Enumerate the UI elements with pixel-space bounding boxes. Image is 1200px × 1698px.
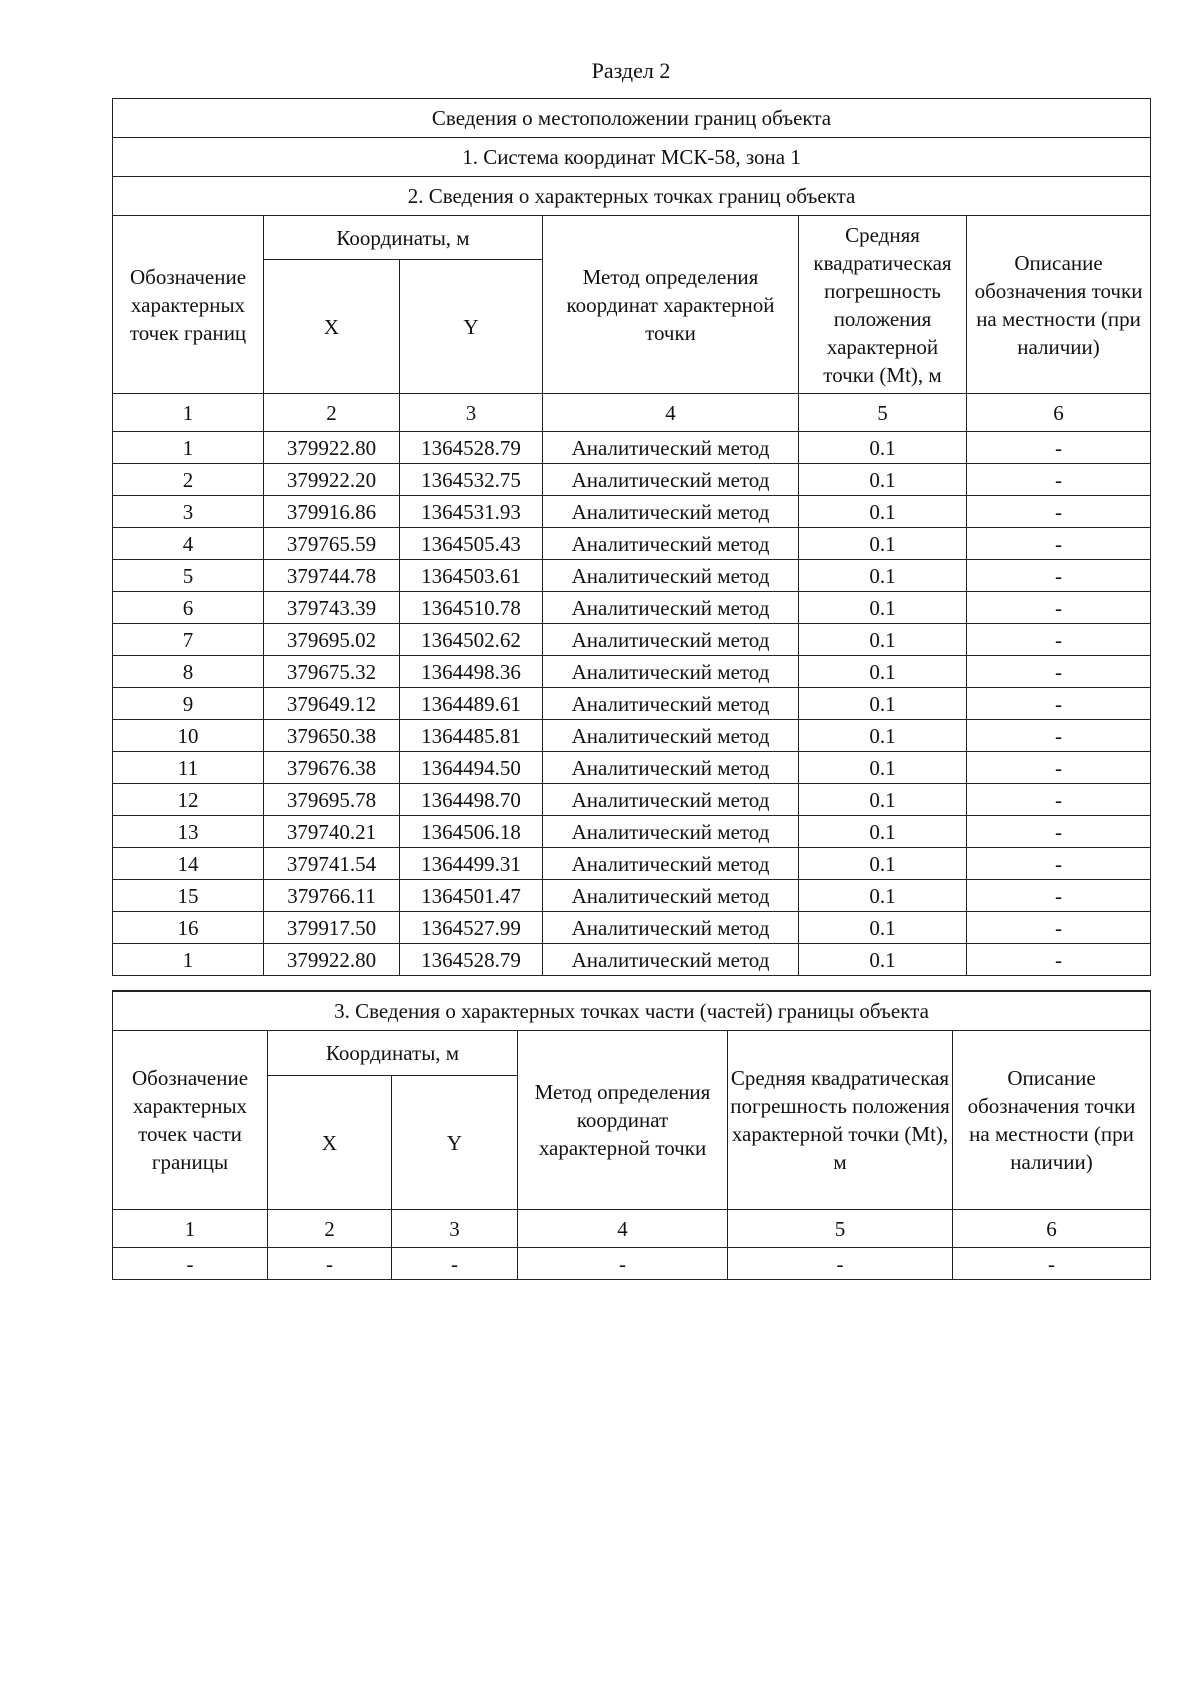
error-cell: 0.1 bbox=[799, 944, 967, 976]
table-row bbox=[113, 624, 1151, 656]
column-numbers-row bbox=[113, 394, 1151, 432]
point-number-cell: 7 bbox=[113, 624, 264, 656]
error-cell: 0.1 bbox=[799, 848, 967, 880]
description-cell: - bbox=[967, 496, 1151, 528]
method-cell: - bbox=[518, 1248, 728, 1280]
x-coordinate-cell: 379922.20 bbox=[264, 464, 400, 496]
x-coordinate-cell: 379917.50 bbox=[264, 912, 400, 944]
header-method: Метод определения координат характерной точки bbox=[518, 1031, 728, 1210]
y-coordinate-cell: 1364532.75 bbox=[400, 464, 543, 496]
table-row bbox=[113, 848, 1151, 880]
coordinate-system: 1. Система координат МСК-58, зона 1 bbox=[113, 138, 1151, 177]
y-coordinate-cell: 1364502.62 bbox=[400, 624, 543, 656]
y-coordinate-cell: 1364528.79 bbox=[400, 432, 543, 464]
point-number-cell: - bbox=[113, 1248, 268, 1280]
error-cell: - bbox=[728, 1248, 953, 1280]
method-cell: Аналитический метод bbox=[543, 912, 799, 944]
description-cell: - bbox=[967, 784, 1151, 816]
x-coordinate-cell: 379766.11 bbox=[264, 880, 400, 912]
table-row bbox=[113, 912, 1151, 944]
table-row bbox=[113, 944, 1151, 976]
point-number-cell: 16 bbox=[113, 912, 264, 944]
method-cell: Аналитический метод bbox=[543, 944, 799, 976]
error-cell: 0.1 bbox=[799, 528, 967, 560]
point-number-cell: 1 bbox=[113, 432, 264, 464]
y-coordinate-cell: 1364498.36 bbox=[400, 656, 543, 688]
section-title: Раздел 2 bbox=[591, 58, 671, 83]
part-boundary-points-table bbox=[112, 990, 1151, 1280]
method-cell: Аналитический метод bbox=[543, 528, 799, 560]
column-number: 6 bbox=[967, 394, 1151, 432]
table-row bbox=[113, 880, 1151, 912]
header-point: Обозначение характерных точек границ bbox=[113, 216, 264, 394]
description-cell: - bbox=[967, 880, 1151, 912]
table-row bbox=[113, 720, 1151, 752]
x-coordinate-cell: 379916.86 bbox=[264, 496, 400, 528]
error-cell: 0.1 bbox=[799, 592, 967, 624]
x-coordinate-cell: 379922.80 bbox=[264, 432, 400, 464]
method-cell: Аналитический метод bbox=[543, 848, 799, 880]
header-x: X bbox=[268, 1076, 392, 1210]
table-row bbox=[113, 816, 1151, 848]
table-row bbox=[113, 496, 1151, 528]
description-cell: - bbox=[967, 912, 1151, 944]
header-coords: Координаты, м bbox=[268, 1031, 518, 1076]
method-cell: Аналитический метод bbox=[543, 784, 799, 816]
error-cell: 0.1 bbox=[799, 496, 967, 528]
method-cell: Аналитический метод bbox=[543, 688, 799, 720]
column-number: 1 bbox=[113, 1210, 268, 1248]
table-row bbox=[113, 560, 1151, 592]
x-coordinate-cell: 379649.12 bbox=[264, 688, 400, 720]
description-cell: - bbox=[953, 1248, 1151, 1280]
method-cell: Аналитический метод bbox=[543, 464, 799, 496]
error-cell: 0.1 bbox=[799, 720, 967, 752]
error-cell: 0.1 bbox=[799, 432, 967, 464]
table-row bbox=[113, 1248, 1151, 1280]
x-coordinate-cell: 379675.32 bbox=[264, 656, 400, 688]
column-number: 6 bbox=[953, 1210, 1151, 1248]
method-cell: Аналитический метод bbox=[543, 720, 799, 752]
method-cell: Аналитический метод bbox=[543, 656, 799, 688]
header-y: Y bbox=[400, 260, 543, 394]
column-number: 2 bbox=[268, 1210, 392, 1248]
method-cell: Аналитический метод bbox=[543, 880, 799, 912]
column-number: 5 bbox=[799, 394, 967, 432]
x-coordinate-cell: 379744.78 bbox=[264, 560, 400, 592]
description-cell: - bbox=[967, 944, 1151, 976]
error-cell: 0.1 bbox=[799, 464, 967, 496]
point-number-cell: 8 bbox=[113, 656, 264, 688]
method-cell: Аналитический метод bbox=[543, 560, 799, 592]
method-cell: Аналитический метод bbox=[543, 496, 799, 528]
x-coordinate-cell: 379743.39 bbox=[264, 592, 400, 624]
method-cell: Аналитический метод bbox=[543, 752, 799, 784]
boundary-points-table bbox=[112, 98, 1151, 976]
y-coordinate-cell: 1364498.70 bbox=[400, 784, 543, 816]
method-cell: Аналитический метод bbox=[543, 432, 799, 464]
y-coordinate-cell: 1364528.79 bbox=[400, 944, 543, 976]
x-coordinate-cell: 379695.78 bbox=[264, 784, 400, 816]
y-coordinate-cell: 1364501.47 bbox=[400, 880, 543, 912]
point-number-cell: 1 bbox=[113, 944, 264, 976]
error-cell: 0.1 bbox=[799, 688, 967, 720]
point-number-cell: 4 bbox=[113, 528, 264, 560]
table-row bbox=[113, 784, 1151, 816]
point-number-cell: 13 bbox=[113, 816, 264, 848]
y-coordinate-cell: 1364494.50 bbox=[400, 752, 543, 784]
y-coordinate-cell: 1364531.93 bbox=[400, 496, 543, 528]
method-cell: Аналитический метод bbox=[543, 624, 799, 656]
y-coordinate-cell: 1364499.31 bbox=[400, 848, 543, 880]
table-row bbox=[113, 656, 1151, 688]
error-cell: 0.1 bbox=[799, 784, 967, 816]
x-coordinate-cell: 379741.54 bbox=[264, 848, 400, 880]
y-coordinate-cell: 1364510.78 bbox=[400, 592, 543, 624]
column-number: 4 bbox=[543, 394, 799, 432]
point-number-cell: 2 bbox=[113, 464, 264, 496]
description-cell: - bbox=[967, 432, 1151, 464]
description-cell: - bbox=[967, 848, 1151, 880]
y-coordinate-cell: 1364505.43 bbox=[400, 528, 543, 560]
header-point: Обозначение характерных точек части границы bbox=[113, 1031, 268, 1210]
header-description: Описание обозначения точки на местности (при наличии) bbox=[967, 216, 1151, 394]
table-row bbox=[113, 528, 1151, 560]
header-description: Описание обозначения точки на местности (при наличии) bbox=[953, 1031, 1151, 1210]
column-number: 1 bbox=[113, 394, 264, 432]
point-number-cell: 15 bbox=[113, 880, 264, 912]
point-number-cell: 5 bbox=[113, 560, 264, 592]
x-coordinate-cell: - bbox=[268, 1248, 392, 1280]
table-subheading: 3. Сведения о характерных точках части (частей) границы объекта bbox=[113, 991, 1151, 1031]
method-cell: Аналитический метод bbox=[543, 592, 799, 624]
y-coordinate-cell: 1364485.81 bbox=[400, 720, 543, 752]
table-row bbox=[113, 432, 1151, 464]
point-number-cell: 6 bbox=[113, 592, 264, 624]
header-y: Y bbox=[392, 1076, 518, 1210]
column-number: 2 bbox=[264, 394, 400, 432]
description-cell: - bbox=[967, 592, 1151, 624]
error-cell: 0.1 bbox=[799, 880, 967, 912]
point-number-cell: 3 bbox=[113, 496, 264, 528]
column-number: 3 bbox=[400, 394, 543, 432]
description-cell: - bbox=[967, 752, 1151, 784]
description-cell: - bbox=[967, 656, 1151, 688]
table-row bbox=[113, 592, 1151, 624]
description-cell: - bbox=[967, 624, 1151, 656]
header-x: X bbox=[264, 260, 400, 394]
error-cell: 0.1 bbox=[799, 752, 967, 784]
description-cell: - bbox=[967, 560, 1151, 592]
error-cell: 0.1 bbox=[799, 624, 967, 656]
column-number: 5 bbox=[728, 1210, 953, 1248]
column-number: 4 bbox=[518, 1210, 728, 1248]
x-coordinate-cell: 379740.21 bbox=[264, 816, 400, 848]
y-coordinate-cell: 1364527.99 bbox=[400, 912, 543, 944]
table-row bbox=[113, 464, 1151, 496]
y-coordinate-cell: 1364489.61 bbox=[400, 688, 543, 720]
x-coordinate-cell: 379765.59 bbox=[264, 528, 400, 560]
y-coordinate-cell: - bbox=[392, 1248, 518, 1280]
description-cell: - bbox=[967, 688, 1151, 720]
description-cell: - bbox=[967, 528, 1151, 560]
error-cell: 0.1 bbox=[799, 912, 967, 944]
point-number-cell: 9 bbox=[113, 688, 264, 720]
x-coordinate-cell: 379695.02 bbox=[264, 624, 400, 656]
x-coordinate-cell: 379650.38 bbox=[264, 720, 400, 752]
description-cell: - bbox=[967, 816, 1151, 848]
error-cell: 0.1 bbox=[799, 816, 967, 848]
error-cell: 0.1 bbox=[799, 560, 967, 592]
method-cell: Аналитический метод bbox=[543, 816, 799, 848]
x-coordinate-cell: 379676.38 bbox=[264, 752, 400, 784]
point-number-cell: 10 bbox=[113, 720, 264, 752]
point-number-cell: 11 bbox=[113, 752, 264, 784]
point-number-cell: 12 bbox=[113, 784, 264, 816]
table-row bbox=[113, 752, 1151, 784]
table-subheading: 2. Сведения о характерных точках границ объекта bbox=[113, 177, 1151, 216]
table-heading: Сведения о местоположении границ объекта bbox=[113, 99, 1151, 138]
header-coords: Координаты, м bbox=[264, 216, 543, 260]
header-error: Средняя квадратическая погрешность положения характерной точки (Mt), м bbox=[799, 216, 967, 394]
table-row bbox=[113, 688, 1151, 720]
description-cell: - bbox=[967, 720, 1151, 752]
header-method: Метод определения координат характерной точки bbox=[543, 216, 799, 394]
error-cell: 0.1 bbox=[799, 656, 967, 688]
column-numbers-row bbox=[113, 1210, 1151, 1248]
y-coordinate-cell: 1364503.61 bbox=[400, 560, 543, 592]
point-number-cell: 14 bbox=[113, 848, 264, 880]
header-error: Средняя квадратическая погрешность положения характерной точки (Mt), м bbox=[728, 1031, 953, 1210]
column-number: 3 bbox=[392, 1210, 518, 1248]
x-coordinate-cell: 379922.80 bbox=[264, 944, 400, 976]
y-coordinate-cell: 1364506.18 bbox=[400, 816, 543, 848]
description-cell: - bbox=[967, 464, 1151, 496]
